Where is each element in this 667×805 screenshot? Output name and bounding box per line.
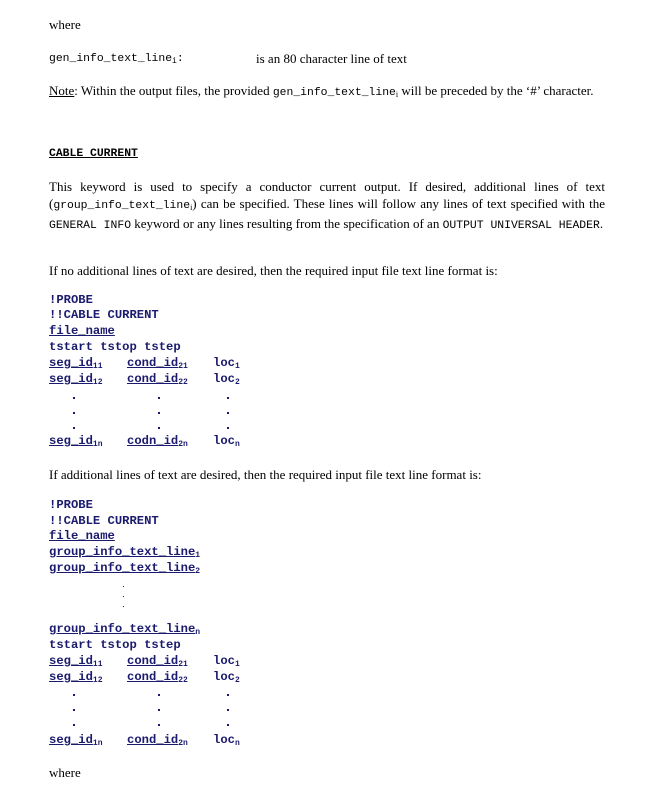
- where-label: where: [49, 765, 81, 780]
- ellipsis-dot: [227, 412, 229, 414]
- ellipsis-dot: [227, 694, 229, 696]
- ellipsis-dot: [123, 586, 124, 587]
- code-times: tstart tstop tstep: [49, 340, 181, 354]
- section-heading: CABLE CURRENT: [49, 148, 138, 160]
- ellipsis-dot: [158, 412, 160, 414]
- code-probe: !PROBE: [49, 293, 93, 307]
- ellipsis-dot: [123, 606, 124, 607]
- code-seg-id: $seg\_id_{12}$: [49, 372, 103, 387]
- code-times: tstart tstop tstep: [49, 638, 181, 652]
- code-seg-id: $seg\_id_{12}$: [49, 670, 103, 685]
- ellipsis-dot: [158, 694, 160, 696]
- ellipsis-dot: [73, 397, 75, 399]
- description-paragraph: This keyword is used to specify a conductor current output. If desired, additional lines of text (group_info_text_line$_i$) can be specified. These lines will follow any lines of text specified with the GENERAL INFO keyword or any lines resulting from the specification of an OUTPUT UNIVERSAL HEADER.: [49, 179, 605, 232]
- code-cond-id: $cond\_id_{2n}$: [127, 733, 188, 748]
- ellipsis-dot: [158, 709, 160, 711]
- code-loc: loc$_n$: [213, 434, 240, 449]
- code-group-line: group_info_text_line$_2$: [49, 561, 201, 576]
- code-codn-id: $codn\_id_{2n}$: [127, 434, 188, 449]
- ellipsis-dot: [158, 427, 160, 429]
- code-cond-id: $cond\_id_{22}$: [127, 670, 188, 685]
- code-loc: loc$_1$: [213, 654, 240, 669]
- ellipsis-dot: [73, 709, 75, 711]
- definition-term: gen_info_text_line$_i$:: [49, 53, 184, 66]
- note-paragraph: Note: Within the output files, the provided gen_info_text_line$_i$ will be preceded by the ‘#’ character.: [49, 83, 594, 99]
- ellipsis-dot: [73, 694, 75, 696]
- intro-extra-lines: If additional lines of text are desired, then the required input file text line format is:: [49, 467, 482, 482]
- code-cond-id: $cond\_id_{21}$: [127, 356, 188, 371]
- code-cable-current: !!CABLE CURRENT: [49, 514, 159, 528]
- ellipsis-dot: [227, 709, 229, 711]
- definition-description: is an 80 character line of text: [256, 51, 407, 66]
- ellipsis-dot: [227, 724, 229, 726]
- ellipsis-dot: [227, 427, 229, 429]
- code-file-name: file_name: [49, 324, 115, 338]
- ellipsis-dot: [73, 724, 75, 726]
- ellipsis-dot: [158, 397, 160, 399]
- code-seg-id: $seg\_id_{1n}$: [49, 733, 103, 748]
- intro-no-extra-lines: If no additional lines of text are desired, then the required input file text line format is:: [49, 263, 498, 278]
- code-seg-id: $seg\_id_{11}$: [49, 356, 103, 371]
- code-cable-current: !!CABLE CURRENT: [49, 308, 159, 322]
- code-loc: loc$_1$: [213, 356, 240, 371]
- where-label: where: [49, 17, 81, 32]
- ellipsis-dot: [123, 596, 124, 597]
- code-group-line: group_info_text_line$_1$: [49, 545, 201, 560]
- code-seg-id: $seg\_id_{1n}$: [49, 434, 103, 449]
- ellipsis-dot: [227, 397, 229, 399]
- code-loc: loc$_2$: [213, 670, 240, 685]
- code-cond-id: $cond\_id_{22}$: [127, 372, 188, 387]
- ellipsis-dot: [73, 412, 75, 414]
- code-probe: !PROBE: [49, 498, 93, 512]
- code-group-line: group_info_text_line$_n$: [49, 622, 201, 637]
- code-loc: loc$_2$: [213, 372, 240, 387]
- code-seg-id: $seg\_id_{11}$: [49, 654, 103, 669]
- code-cond-id: $cond\_id_{21}$: [127, 654, 188, 669]
- ellipsis-dot: [73, 427, 75, 429]
- code-file-name: file_name: [49, 529, 115, 543]
- code-loc: loc$_n$: [213, 733, 240, 748]
- ellipsis-dot: [158, 724, 160, 726]
